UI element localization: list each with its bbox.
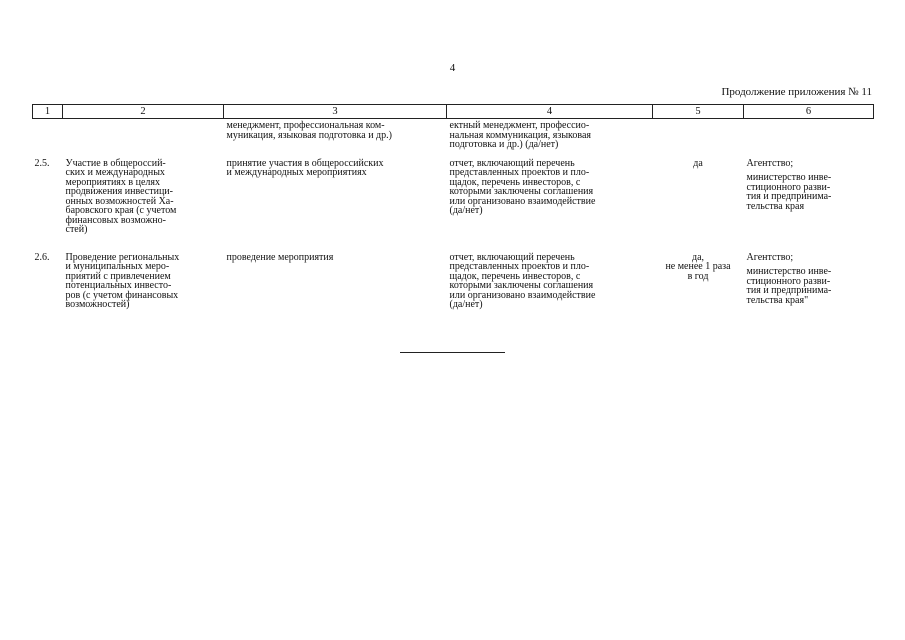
table-cell [63, 253, 224, 310]
cell-frequency: да, не менее 1 раза в год [665, 251, 731, 282]
table-cell [224, 119, 447, 159]
row-number: 2.5. [34, 157, 50, 169]
table-cell [653, 159, 744, 253]
row-number: 2.6. [34, 251, 50, 263]
cell-frequency: да [693, 157, 703, 169]
cell-responsible-agency: Агентство; [746, 251, 794, 263]
cell-responsible-ministry: министерство инве- стиционного разви- тия и предпринима- тельства края" [746, 266, 832, 306]
table-row [33, 253, 874, 310]
column-header: 3 [224, 105, 447, 119]
cell-report: отчет, включающий перечень представленных проектов и пло- щадок, перечень инвесторов, с которыми заключены соглашения или организовано взаимодействие (да/нет) [449, 157, 596, 216]
page-number: 4 [449, 62, 456, 74]
appendix-table [32, 104, 874, 310]
table-cell [33, 119, 63, 159]
end-separator-line [400, 352, 505, 353]
cell-title: Участие в общероссий- ских и международных мероприятиях в целях продвижения инвестици- онных возможностей Ха- баровского края (с учетом финансовых возможно- стей) [65, 157, 177, 235]
column-header: 4 [447, 105, 653, 119]
cell-responsible-agency: Агентство; [746, 157, 794, 169]
cell-action: проведение мероприятия [226, 251, 334, 263]
table-cell [447, 119, 653, 159]
cell-responsible-ministry: министерство инве- стиционного разви- тия и предпринима- тельства края [746, 172, 832, 212]
table-row-continued [33, 119, 874, 159]
cell-report: отчет, включающий перечень представленных проектов и пло- щадок, перечень инвесторов, с которыми заключены соглашения или организовано взаимодействие (да/нет) [449, 251, 596, 310]
cell-action: принятие участия в общероссийских и международных мероприятиях [226, 157, 384, 178]
table-cell [447, 253, 653, 310]
cell-title: Проведение региональных и муниципальных меро- приятий с привлечением потенциальных инвесто- ров (с учетом финансовых возможностей) [65, 251, 180, 310]
table-header-row [33, 105, 874, 119]
table-cell [653, 253, 744, 310]
table-cell [653, 119, 744, 159]
column-header: 5 [653, 105, 744, 119]
continuation-label: Продолжение приложения № 11 [721, 86, 872, 98]
cell-action-continued: менеджмент, профессиональная ком- муникация, языковая подготовка и др.) [226, 120, 392, 141]
column-header: 2 [63, 105, 224, 119]
column-header: 6 [744, 105, 874, 119]
table-cell [63, 159, 224, 253]
table-cell [744, 253, 874, 310]
appendix-table-wrapper [32, 104, 873, 310]
cell-report-continued: ектный менеджмент, профессио- нальная коммуникация, языковая подготовка и др.) (да/нет) [449, 120, 592, 150]
table-cell [63, 119, 224, 159]
table-cell [744, 119, 874, 159]
table-cell [224, 159, 447, 253]
table-row [33, 159, 874, 253]
table-cell [447, 159, 653, 253]
table-cell [224, 253, 447, 310]
table-cell [744, 159, 874, 253]
column-header: 1 [33, 105, 63, 119]
